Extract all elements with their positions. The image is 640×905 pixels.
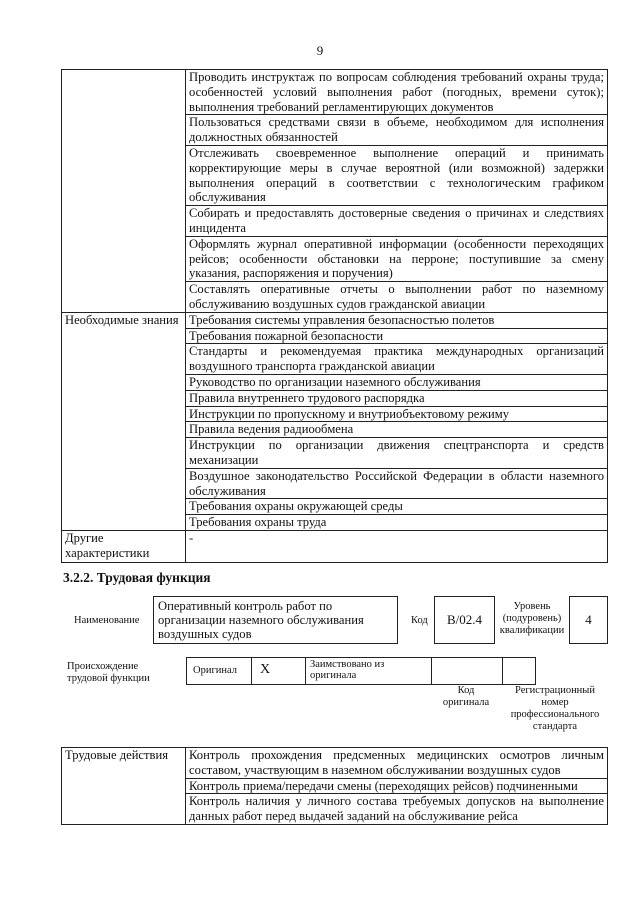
reg-number-caption: Регистрационный номер профессионального стандарта — [510, 685, 600, 732]
table-row — [62, 748, 608, 779]
labor-action-item: Контроль наличия у личного состава требуемых допусков на выполнение данных работ перед выдачей заданий на обслуживание рейса — [186, 794, 608, 825]
origin-table — [186, 657, 536, 685]
origin-code-cell — [431, 658, 503, 684]
knowledge-item: Правила ведения радиообмена — [186, 422, 608, 438]
original-cell — [187, 658, 252, 684]
skill-item: Отслеживать своевременное выполнение операций и принимать корректирующие меры в случае вероятной (или возможной) задержки выполнения операций в соответствии с технологическим графиком обслуживания — [186, 145, 608, 205]
skill-item: Пользоваться средствами связи в объеме, необходимом для исполнения должностных обязанностей — [186, 115, 608, 146]
original-label: Оригинал — [193, 665, 237, 676]
knowledge-item: Воздушное законодательство Российской Федерации в области наземного обслуживания — [186, 468, 608, 499]
labor-action-item: Контроль прохождения предсменных медицинских осмотров личным составом, участвующим в наземном обслуживании воздушных судов — [186, 748, 608, 779]
section-title: 3.2.2. Трудовая функция — [63, 570, 211, 585]
skill-item: Составлять оперативные отчеты о выполнении работ по наземному обслуживанию воздушных судов гражданской авиации — [186, 282, 608, 313]
knowledge-item: Руководство по организации наземного обслуживания — [186, 374, 608, 390]
borrowed-label: Заимствовано из оригинала — [310, 659, 385, 681]
labor-actions-label: Трудовые действия — [62, 748, 186, 825]
origin-code-caption: Код оригинала — [442, 685, 490, 708]
name-label: Наименование — [74, 615, 140, 626]
table-row — [62, 70, 608, 115]
original-mark: X — [260, 662, 271, 677]
table-row — [62, 312, 608, 328]
knowledge-item: Инструкции по пропускному и внутриобъектовому режиму — [186, 406, 608, 422]
knowledge-label: Необходимые знания — [62, 312, 186, 530]
knowledge-item: Стандарты и рекомендуемая практика международных организаций воздушного транспорта гражданской авиации — [186, 344, 608, 375]
skills-label-cell — [62, 70, 186, 313]
skill-item: Оформлять журнал оперативной информации (особенности переходящих рейсов; особенности обстановки на перроне; поступившие за смену указания, распоряжения и поручения) — [186, 236, 608, 281]
function-code-box: B/02.4 — [434, 596, 495, 644]
other-characteristics-label: Другие характеристики — [62, 530, 186, 562]
reg-number-cell — [502, 658, 536, 684]
origin-label: Происхождение трудовой функции — [67, 661, 150, 684]
skills-knowledge-table — [61, 69, 608, 563]
knowledge-item: Требования системы управления безопасностью полетов — [186, 312, 608, 328]
knowledge-item: Инструкции по организации движения спецтранспорта и средств механизации — [186, 438, 608, 469]
knowledge-item: Правила внутреннего трудового распорядка — [186, 390, 608, 406]
skill-item: Собирать и предоставлять достоверные сведения о причинах и следствиях инцидента — [186, 206, 608, 237]
borrowed-cell — [305, 658, 432, 684]
knowledge-item: Требования пожарной безопасности — [186, 328, 608, 344]
labor-actions-table — [61, 747, 608, 825]
function-name-box: Оперативный контроль работ по организации наземного обслуживания воздушных судов — [153, 596, 398, 644]
level-value-box: 4 — [569, 596, 608, 644]
knowledge-item: Требования охраны труда — [186, 515, 608, 531]
level-label: Уровень (подуровень) квалификации — [499, 601, 565, 636]
knowledge-item: Требования охраны окружающей среды — [186, 499, 608, 515]
skill-item: Проводить инструктаж по вопросам соблюдения требований охраны труда; особенностей условий выполнения работ (погодных, времени суток); выполнения требований регламентирующих документов — [186, 70, 608, 115]
table-row — [62, 530, 608, 562]
labor-action-item: Контроль приема/передачи смены (переходящих рейсов) подчиненными — [186, 778, 608, 794]
page-number: 9 — [316, 43, 324, 58]
original-mark-cell — [251, 658, 306, 684]
code-label: Код — [411, 615, 428, 626]
other-characteristics-value: - — [186, 530, 608, 562]
